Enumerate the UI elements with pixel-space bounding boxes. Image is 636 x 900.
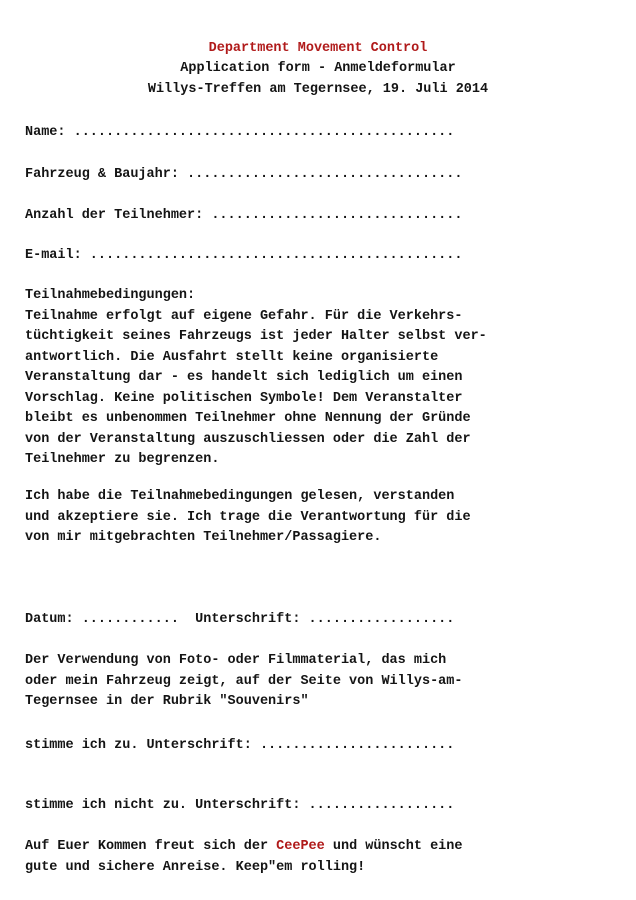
closing-text: Auf Euer Kommen freut sich der — [25, 839, 277, 854]
conditions-line: antwortlich. Die Ausfahrt stellt keine organisierte — [25, 349, 439, 365]
conditions-section — [25, 286, 615, 471]
media-line: Der Verwendung von Foto- oder Filmmaterial, das mich — [25, 653, 447, 668]
conditions-line: Vorschlag. Keine politischen Symbole! Dem Veranstalter — [25, 390, 463, 406]
acceptance-line: von mir mitgebrachten Teilnehmer/Passagiere. — [25, 530, 382, 545]
consent-disagree-signature-field[interactable]: stimme ich nicht zu. Unterschrift: .................. — [25, 798, 455, 813]
acceptance-line: Ich habe die Teilnahmebedingungen gelesen, verstanden — [25, 489, 455, 504]
closing-line-2: gute und sichere Anreise. Keep"em rolling! — [25, 859, 366, 875]
conditions-line: bleibt es unbenommen Teilnehmer ohne Nennung der Gründe — [25, 411, 471, 426]
acceptance-line: und akzeptiere sie. Ich trage die Verantwortung für die — [25, 509, 471, 525]
media-line: oder mein Fahrzeug zeigt, auf der Seite von Willys-am- — [25, 673, 463, 689]
conditions-line: Teilnahme erfolgt auf eigene Gefahr. Für die Verkehrs- — [25, 308, 463, 324]
conditions-line: von der Veranstaltung auszuschliessen oder die Zahl der — [25, 431, 471, 447]
conditions-line: Teilnehmer zu begrenzen. — [25, 452, 220, 467]
date-signature-field[interactable]: Datum: ............ Unterschrift: .................. — [25, 612, 455, 627]
closing-line-1 — [25, 837, 615, 858]
organizer-name: CeePee — [276, 839, 325, 854]
event-title: Willys-Treffen am Tegernsee, 19. Juli 2014 — [147, 82, 489, 97]
media-line: Tegernsee in der Rubrik "Souvenirs" — [25, 694, 309, 709]
consent-agree-signature-field[interactable]: stimme ich zu. Unterschrift: ........................ — [25, 738, 455, 753]
acceptance-section — [25, 487, 615, 549]
form-title: Application form - Anmeldeformular — [180, 61, 456, 76]
email-field[interactable]: E-mail: .............................................. — [25, 248, 463, 263]
closing-section — [25, 837, 615, 878]
name-field[interactable]: Name: ............................................... — [25, 125, 455, 140]
conditions-heading: Teilnahmebedingungen: — [25, 288, 196, 303]
conditions-line: tüchtigkeit seines Fahrzeugs ist jeder Halter selbst ver- — [25, 329, 487, 344]
department-title: Department Movement Control — [208, 41, 428, 56]
participants-field[interactable]: Anzahl der Teilnehmer: ............................... — [25, 208, 463, 223]
media-consent-section — [25, 651, 615, 713]
vehicle-field[interactable]: Fahrzeug & Baujahr: .................................. — [25, 167, 463, 182]
conditions-line: Veranstaltung dar - es handelt sich lediglich um einen — [25, 370, 463, 385]
closing-text: und wünscht eine — [324, 839, 463, 854]
